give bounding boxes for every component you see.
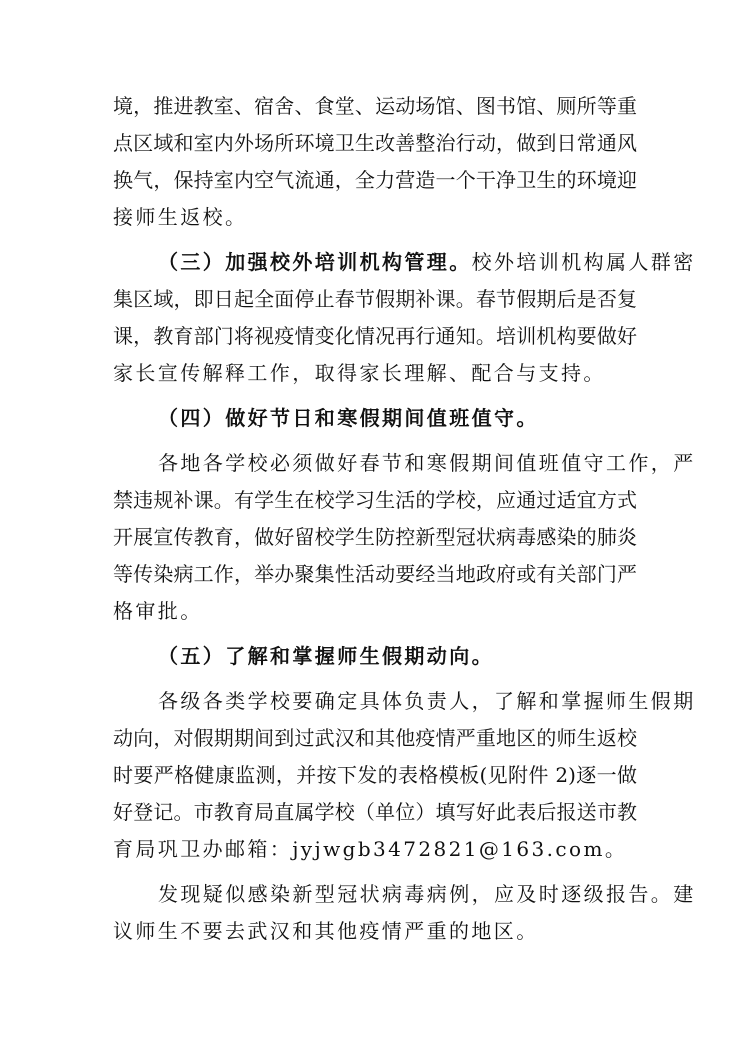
text-line: 课，教育部门将视疫情变化情况再行通知。培训机构要做好 (113, 324, 637, 348)
text-run: 校外培训机构属人群密 (471, 250, 696, 274)
paragraph-reporting (113, 876, 696, 950)
text-line: 育局巩卫办邮箱：jyjwgb3472821@163.com。 (113, 837, 628, 861)
text-line: 集区域，即日起全面停止春节假期补课。春节假期后是否复 (113, 287, 637, 311)
section-heading: （五）了解和掌握师生假期动向。 (158, 644, 494, 668)
text-line (113, 244, 696, 281)
document-page (113, 88, 696, 950)
text-line: 境，推进教室、宿舍、食堂、运动场馆、图书馆、厕所等重 (113, 94, 637, 118)
text-line: 点区域和室内外场所环境卫生改善整治行动，做到日常通风 (113, 131, 637, 155)
text-line: 议师生不要去武汉和其他疫情严重的地区。 (113, 919, 539, 943)
text-line: 禁违规补课。有学生在校学习生活的学校，应通过适宜方式 (113, 488, 637, 512)
paragraph-whereabouts (113, 683, 696, 868)
text-line: 换气，保持室内空气流通，全力营造一个干净卫生的环境迎 (113, 168, 637, 192)
text-line: 发现疑似感染新型冠状病毒病例，应及时逐级报告。建 (158, 882, 696, 906)
text-line: 等传染病工作，举办聚集性活动要经当地政府或有关部门严 (113, 562, 637, 586)
text-line: 各地各学校必须做好春节和寒假期间值班值守工作，严 (158, 451, 696, 475)
paragraph-environment (113, 88, 637, 236)
paragraph-holiday-duty (113, 445, 696, 630)
text-line: 格审批。 (113, 599, 203, 623)
text-line: 好登记。市教育局直属学校（单位）填写好此表后报送市教 (113, 800, 637, 824)
text-line: 接师生返校。 (113, 205, 248, 229)
section-heading: （四）做好节日和寒假期间值班值守。 (158, 406, 539, 430)
section-heading: （三）加强校外培训机构管理。 (158, 250, 472, 274)
text-line: 开展宣传教育，做好留校学生防控新型冠状病毒感染的肺炎 (113, 525, 637, 549)
text-line: 各级各类学校要确定具体负责人，了解和掌握师生假期 (158, 689, 696, 713)
text-line: 家长宣传解释工作，取得家长理解、配合与支持。 (113, 361, 606, 385)
text-line: 时要严格健康监测，并按下发的表格模板(见附件 2)逐一做 (113, 763, 637, 787)
text-line: 动向，对假期期间到过武汉和其他疫情严重地区的师生返校 (113, 726, 637, 750)
paragraph-training-institutions (113, 244, 696, 392)
